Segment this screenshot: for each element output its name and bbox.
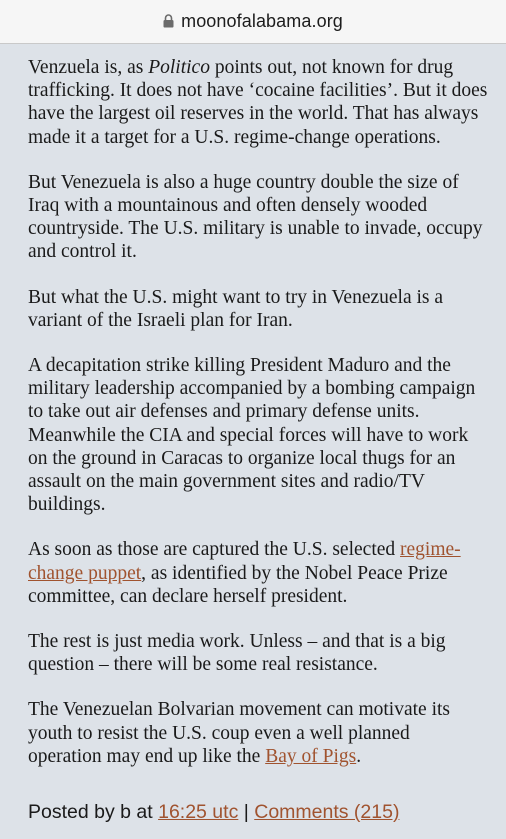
- bay-of-pigs-link[interactable]: Bay of Pigs: [265, 745, 357, 767]
- regime-change-puppet-link[interactable]: regime-change puppet: [28, 539, 461, 584]
- posted-by-label: Posted by b at: [28, 801, 159, 823]
- paragraph-7: [28, 698, 488, 768]
- paragraph-7-text-a: The Venezuelan Bolvarian movement can motivate its youth to resist the U.S. coup even a well planned operation may end up like the: [28, 699, 451, 767]
- paragraph-1-text-b: points out, not known for drug trafficking. It does not have ‘cocaine facilities’. But it does have the largest oil reserves in the world. That has always made it a target for a U.S. regime-change operations.: [28, 57, 488, 148]
- paragraph-1-text-a: Venzuela is, as: [28, 57, 149, 78]
- comments-link[interactable]: Comments (215): [254, 801, 400, 823]
- paragraph-2: But Venezuela is also a huge country double the size of Iraq with a mountainous and often densely wooded countryside. The U.S. military is unable to invade, occupy and control it.: [28, 171, 483, 263]
- politico-emphasis: Politico: [148, 57, 210, 78]
- paragraph-4: A decapitation strike killing President Maduro and the military leadership accompanied by a bombing campaign to take out air defenses and primary defense units. Meanwhile the CIA and special forces will have to work on the ground in Caracas to organize local thugs for an assault on the main government sites and radio/TV buildings.: [28, 355, 476, 516]
- paragraph-5-text-b: , as identified by the Nobel Peace Prize committee, can declare herself president.: [28, 562, 448, 607]
- paragraph-5: [28, 538, 488, 608]
- post-footer: [28, 801, 399, 824]
- post-time-link[interactable]: 16:25 utc: [158, 801, 239, 823]
- article-body: [28, 56, 488, 790]
- paragraph-5-text-a: As soon as those are captured the U.S. selected: [28, 539, 401, 561]
- lock-icon: [163, 14, 174, 28]
- site-domain: moonofalabama.org: [181, 11, 343, 31]
- paragraph-6: The rest is just media work. Unless – and that is a big question – there will be some real resistance.: [28, 631, 446, 676]
- paragraph-1: [28, 56, 488, 149]
- address-bar[interactable]: [0, 0, 506, 44]
- footer-separator: |: [238, 801, 255, 823]
- paragraph-3: But what the U.S. might want to try in Venezuela is a variant of the Israeli plan for Iran.: [28, 286, 444, 331]
- paragraph-7-text-b: .: [356, 745, 362, 767]
